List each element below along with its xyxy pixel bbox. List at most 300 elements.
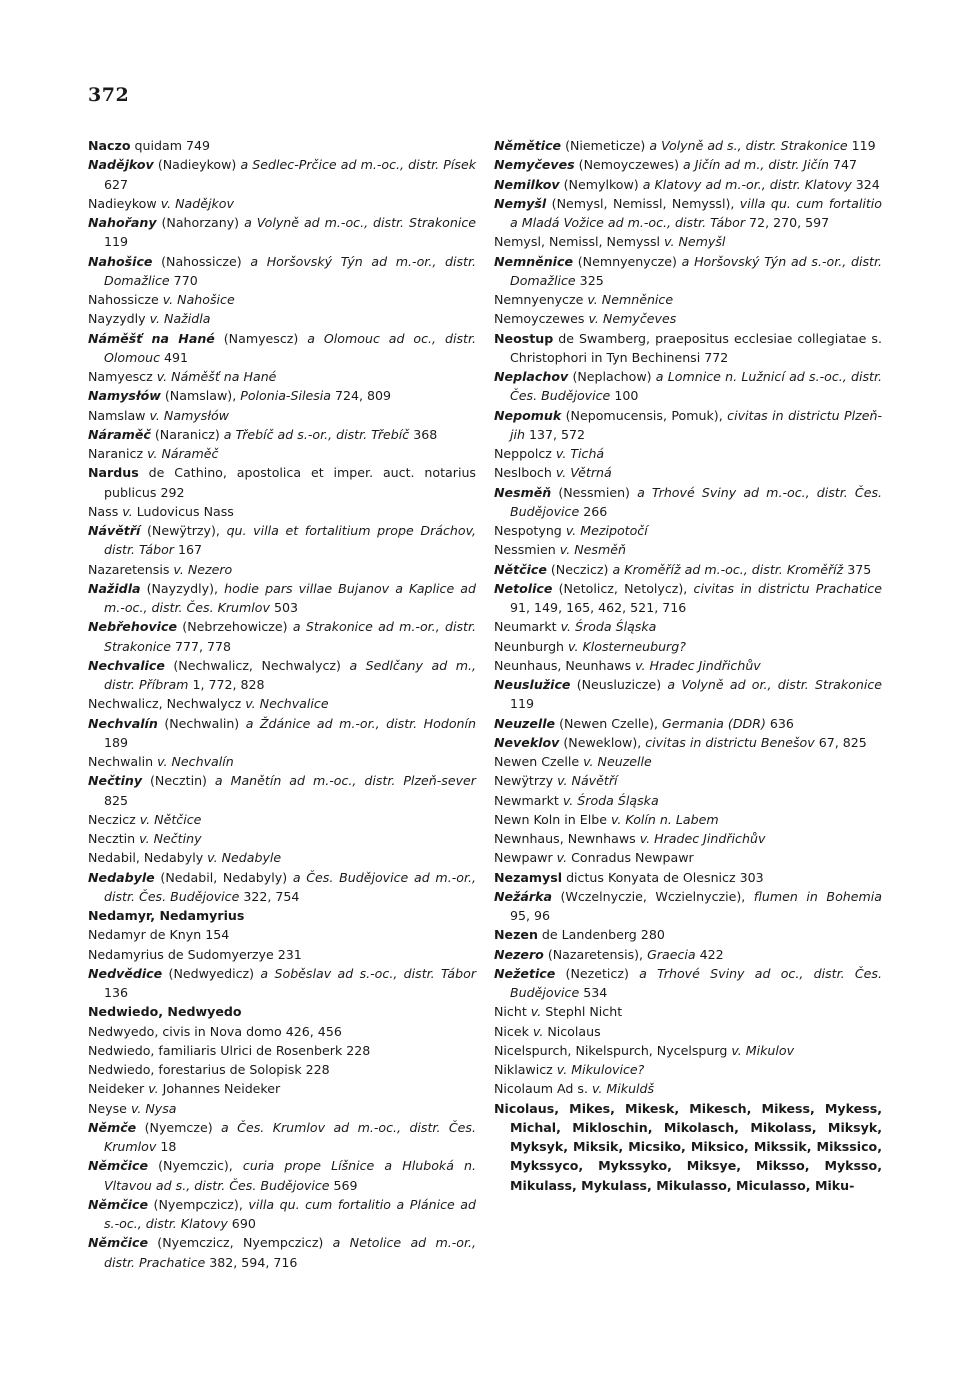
entry-text: Nicelspurch, Nikelspurch, Nycelspurg	[494, 1042, 732, 1058]
entry-headword: Nezen	[494, 927, 538, 943]
entry-text: (Niemeticze)	[561, 138, 650, 153]
entry-note: a Volyně ad s., distr. Strakonice	[649, 138, 848, 153]
entry-text: (Neczicz)	[546, 561, 613, 577]
entry-note: civitas in districtu Plzeň-jih	[510, 407, 882, 442]
index-entry	[494, 175, 882, 194]
entry-note: v.	[122, 503, 133, 519]
entry-text: 189	[104, 734, 129, 750]
index-entry	[494, 964, 882, 1003]
entry-note: v. Mikuldš	[591, 1081, 655, 1097]
index-entry	[88, 560, 476, 579]
entry-note: a Horšovský Týn ad m.-or., distr. Domažlice	[104, 253, 477, 288]
index-entry	[88, 425, 476, 444]
entry-text: 325	[575, 272, 604, 288]
entry-note: a Strakonice ad m.-or., distr. Strakonice	[104, 619, 476, 654]
entry-headword: Němčice	[88, 1235, 148, 1251]
entry-text: Nazaretensis	[88, 561, 174, 577]
entry-headword: Nežárka	[494, 888, 552, 904]
entry-text: (Netolicz, Netolycz),	[552, 580, 694, 596]
entry-text: 136	[104, 985, 129, 1000]
index-entry	[494, 868, 882, 887]
entry-note: v. Náměšť na Hané	[156, 369, 277, 384]
entry-text: (Nayzydly),	[140, 580, 225, 596]
entry-note: v. Klosterneuburg?	[568, 638, 686, 654]
index-entry	[494, 579, 882, 618]
index-entry	[494, 617, 882, 636]
entry-note: v. Namysłów	[149, 407, 229, 423]
entry-text: Neunburgh	[494, 638, 569, 654]
entry-text: Nadieykow	[88, 195, 161, 211]
index-entry	[88, 406, 476, 425]
index-entry	[88, 136, 476, 155]
index-entry	[494, 1041, 882, 1060]
entry-headword: Neuslužice	[494, 677, 571, 692]
index-entry	[494, 675, 882, 714]
entry-text: (Nechwalicz, Nechwalycz)	[164, 657, 350, 673]
index-entry	[494, 752, 882, 771]
index-entry	[88, 906, 476, 925]
entry-headword: Nemilkov	[494, 176, 560, 192]
entry-note: v.	[532, 1023, 544, 1039]
entry-text: Nicolaum Ad s.	[494, 1081, 592, 1097]
entry-text: 322, 754	[239, 888, 300, 904]
index-entry	[494, 290, 882, 309]
entry-note: v. Nahošice	[162, 292, 235, 307]
entry-text: Stephl Nicht	[541, 1004, 623, 1020]
entry-text: (Namyescz)	[214, 330, 308, 346]
index-entry	[494, 560, 882, 579]
entry-text: Johannes Neideker	[158, 1081, 281, 1097]
index-entry	[88, 579, 476, 618]
index-entry	[494, 136, 882, 155]
entry-note: v. Neuzelle	[583, 754, 652, 769]
entry-text: 636	[765, 715, 794, 731]
entry-note: v. Hradec Jindřichův	[635, 657, 761, 673]
entry-note: a Čes. Budějovice ad m.-or., distr. Čes. Budějovice	[104, 869, 476, 904]
entry-headword: Nardus	[88, 465, 139, 481]
entry-note: v. Nemněnice	[587, 292, 674, 307]
entry-text: Nedwyedo, civis in Nova domo 426, 456	[88, 1023, 342, 1039]
index-entry	[88, 964, 476, 1003]
index-entry	[88, 925, 476, 944]
entry-text: Niklawicz	[494, 1062, 557, 1077]
entry-text: (Nedwyedicz)	[162, 965, 261, 981]
index-entry	[88, 463, 476, 502]
entry-headword: Nechvalín	[88, 715, 158, 731]
entry-text: 382, 594, 716	[205, 1254, 298, 1270]
entry-text: (Nazaretensis),	[543, 946, 648, 962]
entry-note: civitas in districtu Benešov	[645, 734, 815, 750]
entry-text: Neslboch	[494, 465, 556, 481]
entry-note: v. Nažidla	[149, 311, 211, 327]
index-entry	[494, 1079, 882, 1098]
index-entry	[88, 521, 476, 560]
index-entry	[494, 232, 882, 251]
entry-text: (Neusluzicze)	[570, 677, 668, 692]
entry-text: Necztin	[88, 831, 140, 846]
index-entry	[494, 656, 882, 675]
entry-headword: Neuzelle	[494, 715, 556, 731]
entry-text: de Cathino, apostolica et imper. auct. notarius publicus 292	[104, 465, 476, 500]
index-entry	[88, 502, 476, 521]
index-entry	[88, 617, 476, 656]
entry-text: 1, 772, 828	[188, 677, 265, 692]
index-entry	[88, 1079, 476, 1098]
entry-text: Nicek	[494, 1023, 533, 1039]
entry-note: a Soběslav ad s.-oc., distr. Tábor	[260, 965, 477, 981]
entry-note: v. Nedabyle	[207, 850, 282, 866]
index-entry	[494, 945, 882, 964]
index-entry	[88, 290, 476, 309]
entry-headword: Nezamysl	[494, 869, 563, 885]
index-entry	[88, 213, 476, 252]
entry-note: a Trhové Sviny ad m.-oc., distr. Čes. Budějovice	[510, 484, 883, 519]
index-entry	[88, 252, 476, 291]
index-entry	[88, 329, 476, 368]
entry-text: (Nepomucensis, Pomuk),	[561, 407, 728, 423]
index-entry	[494, 637, 882, 656]
entry-note: a Netolice ad m.-or., distr. Prachatice	[104, 1235, 476, 1270]
entry-headword: Nesměň	[494, 484, 552, 500]
entry-text: Neyse	[88, 1100, 131, 1116]
entry-headword: Němčice	[88, 1196, 148, 1212]
entry-headword: Naczo	[88, 138, 131, 153]
entry-text: 534	[579, 985, 608, 1000]
entry-text: Nedamyr de Knyn 154	[88, 927, 230, 943]
entry-text: Neideker	[88, 1081, 149, 1097]
entry-text: Nass	[88, 503, 123, 519]
entry-text: 777, 778	[170, 638, 232, 654]
entry-text: (Nemysl, Nemissl, Nemyssl),	[546, 195, 740, 211]
entry-text: Nedwiedo, familiaris Ulrici de Rosenberk 228	[88, 1042, 371, 1058]
entry-text: 770	[169, 272, 198, 288]
entry-note: flumen in Bohemia	[753, 888, 882, 904]
entry-text: 91, 149, 165, 462, 521, 716	[510, 600, 687, 615]
entry-headword: Nedvědice	[88, 965, 163, 981]
entry-text: Nemysl, Nemissl, Nemyssl	[494, 234, 665, 250]
entry-text: 167	[173, 542, 203, 558]
entry-text: Neunhaus, Neunhaws	[494, 657, 636, 673]
entry-text: de Landenberg 280	[537, 927, 665, 943]
index-entry	[494, 329, 882, 368]
index-entry	[494, 848, 882, 867]
entry-text: Nedwiedo, forestarius de Solopisk 228	[88, 1062, 330, 1077]
entry-text: 375	[843, 561, 872, 577]
entry-headword: Neplachov	[494, 369, 569, 384]
entry-note: v. Nečtiny	[139, 831, 202, 846]
entry-note: v. Środa Śląska	[562, 792, 659, 808]
index-entry	[88, 367, 476, 386]
entry-note: v. Nechvalín	[157, 754, 234, 769]
entry-text: Namslaw	[88, 407, 150, 423]
entry-text: 100	[610, 388, 639, 404]
entry-text: 266	[579, 503, 608, 519]
entry-text: (Neplachow)	[568, 369, 656, 384]
entry-text: (Necztin)	[142, 773, 215, 789]
index-entry	[88, 771, 476, 810]
entry-text: (Nahorzany)	[156, 215, 245, 230]
index-entry	[88, 945, 476, 964]
entry-text: 724, 809	[330, 388, 392, 404]
entry-text: (Nyempczicz),	[148, 1196, 249, 1212]
entry-note: v. Větrná	[555, 465, 612, 481]
entry-note: v. Mezipotočí	[565, 523, 648, 538]
entry-text: (Nyemcze)	[136, 1119, 222, 1135]
entry-headword: Návětří	[88, 523, 141, 538]
entry-note: v. Nezero	[173, 561, 233, 577]
entry-note: v. Środa Śląska	[560, 619, 657, 635]
index-entry	[88, 1060, 476, 1079]
index-entry	[88, 868, 476, 907]
entry-text: Nedamyrius de Sudomyerzye 231	[88, 946, 302, 962]
entry-note: v. Nadějkov	[160, 195, 234, 211]
entry-note: v. Hradec Jindřichův	[639, 831, 766, 846]
entry-text: Newpawr	[494, 850, 557, 866]
entry-headword: Nemněnice	[494, 253, 573, 269]
entry-text: 491	[160, 349, 189, 365]
entry-note: a Manětín ad m.-oc., distr. Plzeň-sever	[214, 773, 476, 789]
entry-text: Newn Koln in Elbe	[494, 811, 611, 827]
entry-note: a Olomouc ad oc., distr. Olomouc	[104, 330, 477, 365]
entry-headword: Nemyčeves	[494, 157, 575, 173]
entry-note: v. Nechvalice	[245, 696, 329, 712]
entry-text: Nayzydly	[88, 311, 150, 327]
entry-text: Neumarkt	[494, 619, 561, 635]
entry-note: v. Nemyčeves	[588, 311, 677, 327]
entry-text: dictus Konyata de Olesnicz 303	[562, 869, 764, 885]
index-entry	[88, 1233, 476, 1272]
entry-text: (Nessmien)	[551, 484, 638, 500]
entry-text: 569	[329, 1177, 358, 1193]
entry-note: v. Náraměč	[147, 446, 219, 461]
index-entry	[88, 829, 476, 848]
entry-headword: Nežetice	[494, 965, 556, 981]
entry-text: Namyescz	[88, 369, 157, 384]
entry-headword: Nečtiny	[88, 773, 143, 789]
entry-headword: Náměšť na Hané	[88, 330, 215, 346]
entry-text: 368	[409, 426, 438, 442]
entry-note: v. Kolín n. Labem	[610, 811, 719, 827]
index-entry	[88, 155, 476, 194]
entry-text: (Newÿtrzy),	[140, 523, 227, 538]
entry-note: v. Nesměň	[559, 542, 626, 558]
entry-text: Nechwalicz, Nechwalycz	[88, 696, 246, 712]
index-entry	[494, 444, 882, 463]
entry-headword: Nechvalice	[88, 657, 165, 673]
entry-note: v. Nysa	[130, 1100, 177, 1116]
entry-note: villa qu. cum fortalitio a Plánice ad s.-oc., distr. Klatovy	[104, 1196, 477, 1231]
index-entry	[88, 1118, 476, 1157]
entry-note: Graecia	[647, 946, 696, 962]
entry-headword: Nadějkov	[88, 157, 154, 173]
entry-text: (Nyemczicz, Nyempczicz)	[148, 1235, 333, 1251]
entry-text: Nechwalin	[88, 754, 158, 769]
entry-text: 119	[104, 234, 129, 250]
entry-text: Newen Czelle	[494, 754, 584, 769]
index-entry	[88, 1002, 476, 1021]
index-entry	[494, 463, 882, 482]
index-entry	[88, 810, 476, 829]
index-entry	[494, 521, 882, 540]
entry-text: 747	[828, 157, 858, 173]
index-entry	[88, 1022, 476, 1041]
entry-note: a Trhové Sviny ad oc., distr. Čes. Budějovice	[510, 965, 882, 1000]
entry-note: a Sedlec-Prčice ad m.-oc., distr. Písek	[240, 157, 476, 173]
index-entry	[88, 752, 476, 771]
entry-note: a Třebíč ad s.-or., distr. Třebíč	[223, 426, 410, 442]
entry-text: (Nezeticz)	[555, 965, 640, 981]
entry-text: (Nedabil, Nedabyly)	[154, 869, 293, 885]
index-entry	[494, 406, 882, 445]
entry-text: Newnhaus, Newnhaws	[494, 831, 640, 846]
entry-text: Ludovicus Nass	[132, 503, 234, 519]
entry-text: (Neweklow),	[559, 734, 646, 750]
entry-headword: Nedwiedo, Nedwyedo	[88, 1004, 242, 1020]
entry-headword: Nepomuk	[494, 407, 562, 423]
index-entry	[494, 810, 882, 829]
index-entry	[88, 1195, 476, 1234]
entry-headword: Nažidla	[88, 580, 141, 596]
entry-note: a Čes. Krumlov ad m.-oc., distr. Čes. Krumlov	[104, 1119, 476, 1154]
entry-text: 422	[695, 946, 724, 962]
index-entry	[494, 925, 882, 944]
index-entry	[494, 194, 882, 233]
entry-note: v. Nemyšl	[664, 234, 726, 250]
entry-headword: Náraměč	[88, 426, 151, 442]
entry-headword: Neveklov	[494, 734, 560, 750]
index-column-right	[494, 136, 882, 1195]
entry-text: 825	[104, 792, 129, 808]
entry-text: 72, 270, 597	[745, 215, 830, 230]
index-entry	[88, 694, 476, 713]
entry-text: Nessmien	[494, 542, 560, 558]
page-number: 372	[88, 84, 130, 106]
entry-headword: Nicolaus, Mikes, Mikesk, Mikesch, Mikess, Mykess, Michal, Mikloschin, Mikolasch, Mikolass, Miksyk, Myksyk, Miksik, Micsiko, Miksico, Mikssik, Mikssico, Mykssyco, Mykssyko, Miksye, Miksso, Myksso, Mikulass, Mykulass, Mikulasso, Miculasso, Miku-	[494, 1100, 882, 1193]
entry-note: curia prope Líšnice a Hluboká n. Vltavou ad s., distr. Čes. Budějovice	[104, 1158, 477, 1193]
index-column-left	[88, 136, 476, 1272]
index-entry	[494, 483, 882, 522]
index-entry	[494, 771, 882, 790]
entry-note: qu. villa et fortalitium prope Dráchov, distr. Tábor	[104, 523, 476, 558]
entry-note: a Lomnice n. Lužnicí ad s.-oc., distr. Čes. Budějovice	[510, 369, 882, 404]
entry-text: Neppolcz	[494, 446, 556, 461]
index-entry	[494, 1002, 882, 1021]
index-entry	[88, 656, 476, 695]
entry-text: 67, 825	[814, 734, 867, 750]
entry-headword: Němče	[88, 1119, 137, 1135]
entry-text: 95, 96	[510, 908, 551, 923]
index-entry	[494, 155, 882, 174]
entry-text: (Nadieykow)	[153, 157, 241, 173]
entry-text: Conradus Newpawr	[567, 850, 694, 866]
entry-text: (Nemylkow)	[559, 176, 643, 192]
entry-note: v. Nětčice	[139, 811, 202, 827]
index-entry	[88, 1099, 476, 1118]
entry-text: (Namslaw),	[160, 388, 241, 404]
entry-note: v. Tichá	[555, 446, 605, 461]
index-entry	[88, 444, 476, 463]
entry-headword: Nětčice	[494, 561, 547, 577]
index-entry	[494, 1022, 882, 1041]
entry-text: Nedabil, Nedabyly	[88, 850, 208, 866]
entry-text: (Naranicz)	[150, 426, 224, 442]
entry-text: Naranicz	[88, 446, 148, 461]
entry-headword: Nebřehovice	[88, 619, 177, 635]
entry-headword: Němčice	[88, 1158, 148, 1174]
index-entry	[88, 1041, 476, 1060]
entry-text: 627	[104, 176, 129, 192]
index-entry	[494, 887, 882, 926]
index-entry	[494, 540, 882, 559]
entry-note: a Ždánice ad m.-or., distr. Hodonín	[245, 715, 477, 731]
entry-text: 137, 572	[524, 426, 586, 442]
entry-note: a Kroměříž ad m.-oc., distr. Kroměříž	[612, 561, 844, 577]
entry-text: Newmarkt	[494, 792, 563, 808]
entry-note: v. Mikulovice?	[556, 1062, 645, 1077]
entry-text: Nicht	[494, 1004, 531, 1020]
entry-text: Nespotyng	[494, 523, 566, 538]
entry-note: v.	[148, 1081, 159, 1097]
entry-headword: Nedamyr, Nedamyrius	[88, 908, 245, 923]
entry-text: Newÿtrzy	[494, 773, 558, 789]
entry-note: a Volyně ad or., distr. Strakonice	[667, 677, 883, 692]
entry-note: v. Návětří	[557, 773, 618, 789]
entry-headword: Nahořany	[88, 215, 157, 230]
entry-text: Nemoyczewes	[494, 311, 589, 327]
entry-note: v. Mikulov	[731, 1042, 795, 1058]
entry-headword: Neostup	[494, 330, 554, 346]
entry-text: (Nemoyczewes)	[574, 157, 683, 173]
entry-text: 119	[847, 138, 876, 153]
entry-text: quidam 749	[130, 138, 210, 153]
entry-text: (Nechwalin)	[157, 715, 246, 731]
index-entry	[88, 714, 476, 753]
entry-text: Neczicz	[88, 811, 140, 827]
entry-note: v.	[556, 850, 568, 866]
index-entry	[88, 386, 476, 405]
entry-text: 503	[269, 600, 298, 615]
entry-note: a Jičín ad m., distr. Jičín	[683, 157, 829, 173]
index-entry	[88, 1156, 476, 1195]
index-entry	[494, 1099, 882, 1195]
entry-text: 18	[156, 1139, 177, 1154]
entry-text: 119	[510, 696, 535, 712]
entry-text: (Nahossicze)	[152, 253, 251, 269]
entry-note: a Horšovský Týn ad s.-or., distr. Domažlice	[510, 253, 883, 288]
entry-text: 690	[227, 1216, 256, 1231]
entry-text: (Nemnyenycze)	[573, 253, 682, 269]
entry-text: (Nebrzehowicze)	[177, 619, 293, 635]
entry-note: civitas in districtu Prachatice	[693, 580, 882, 596]
entry-headword: Netolice	[494, 580, 553, 596]
entry-note: villa qu. cum fortalitio a Mladá Vožice ad m.-oc., distr. Tábor	[510, 195, 882, 230]
index-entry	[88, 194, 476, 213]
index-entry	[88, 309, 476, 328]
entry-headword: Nedabyle	[88, 869, 155, 885]
index-entry	[494, 1060, 882, 1079]
index-entry	[494, 829, 882, 848]
entry-note: a Sedlčany ad m., distr. Příbram	[104, 657, 477, 692]
entry-headword: Nezero	[494, 946, 544, 962]
entry-headword: Nahošice	[88, 253, 153, 269]
entry-headword: Nemyšl	[494, 195, 547, 211]
entry-text: (Wczelnyczie, Wczielnyczie),	[552, 888, 754, 904]
entry-note: a Klatovy ad m.-or., distr. Klatovy	[642, 176, 852, 192]
entry-note: a Volyně ad m.-oc., distr. Strakonice	[244, 215, 476, 230]
entry-note: hodie pars villae Bujanov a Kaplice ad m.-oc., distr. Čes. Krumlov	[104, 580, 476, 615]
index-entry	[494, 252, 882, 291]
index-entry	[494, 367, 882, 406]
